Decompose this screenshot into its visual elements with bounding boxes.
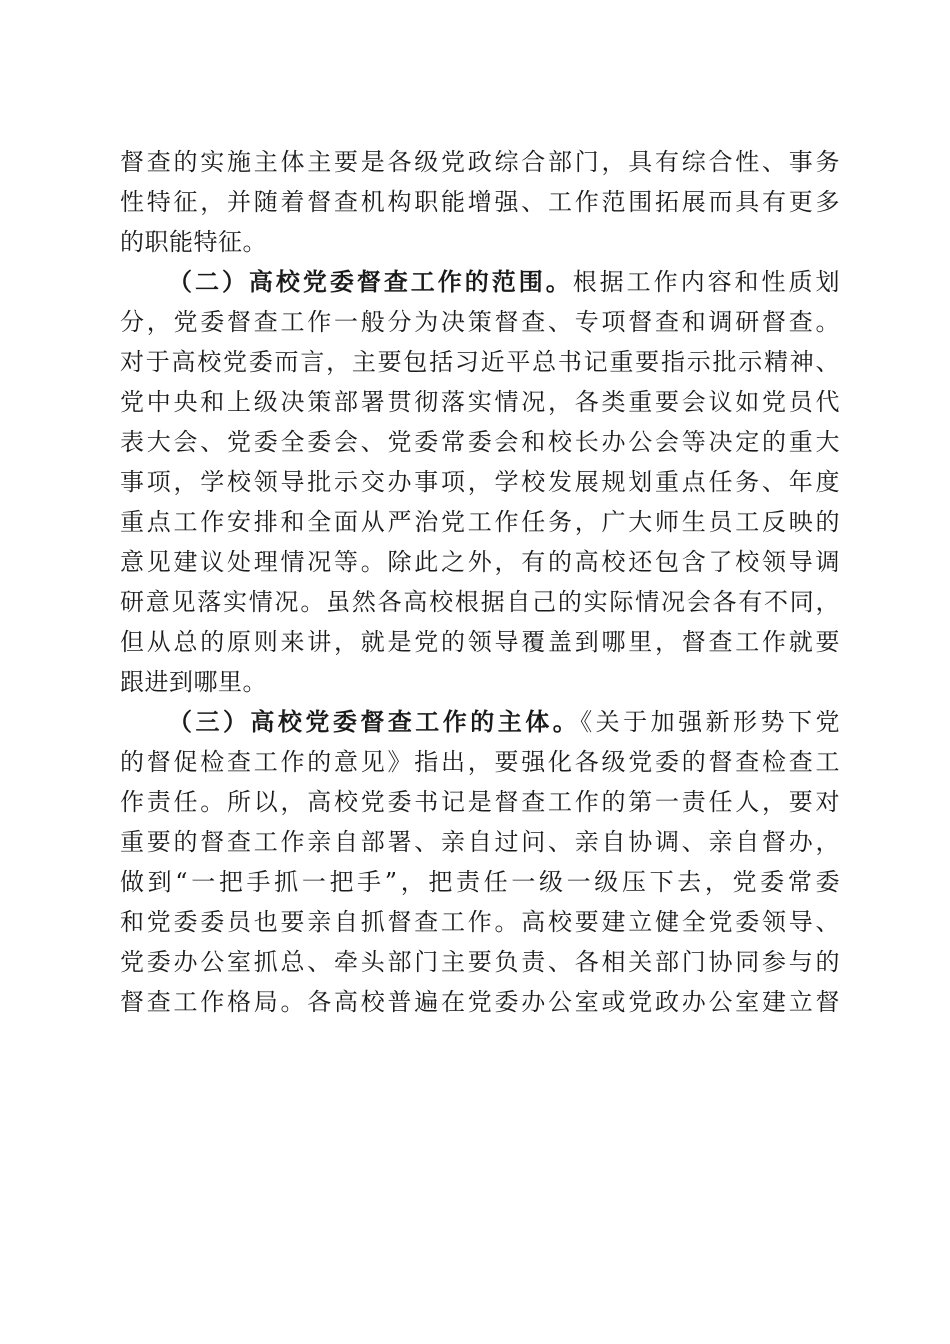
- paragraph-2-line-1: [120, 262, 840, 302]
- paragraph-2-line-7: 重点工作安排和全面从严治党工作任务，广大师生员工反映的: [120, 508, 840, 536]
- section-heading-scope: （二）高校党委督查工作的范围。: [168, 267, 573, 296]
- paragraph-1-line-1: 督查的实施主体主要是各级党政综合部门，具有综合性、事务: [120, 148, 840, 176]
- paragraph-2-line-6: 事项，学校领导批示交办事项，学校发展规划重点任务、年度: [120, 468, 840, 496]
- paragraph-2-line-5: 表大会、党委全委会、党委常委会和校长办公会等决定的重大: [120, 428, 840, 456]
- paragraph-2-line-8: 意见建议处理情况等。除此之外，有的高校还包含了校领导调: [120, 548, 840, 576]
- paragraph-1-line-3: 的职能特征。: [120, 228, 267, 256]
- paragraph-2-line-2: 分，党委督查工作一般分为决策督查、专项督查和调研督查。: [120, 308, 840, 336]
- paragraph-2-line-4: 党中央和上级决策部署贯彻落实情况，各类重要会议如党员代: [120, 388, 840, 416]
- section-heading-subject: （三）高校党委督查工作的主体。: [168, 707, 581, 736]
- body-text: [120, 142, 840, 1022]
- paragraph-2-line-9: 研意见落实情况。虽然各高校根据自己的实际情况会各有不同，: [120, 588, 840, 616]
- paragraph-3-line-8: 督查工作格局。各高校普遍在党委办公室或党政办公室建立督: [120, 988, 840, 1016]
- paragraph-3-line-5: 做到“一把手抓一把手”，把责任一级一级压下去，党委常委: [120, 868, 840, 896]
- paragraph-2-line-11: 跟进到哪里。: [120, 668, 267, 696]
- paragraph-3-line-1-text: 《关于加强新形势下党: [580, 708, 840, 736]
- paragraph-3-line-7: 党委办公室抓总、牵头部门主要负责、各相关部门协同参与的: [120, 948, 840, 976]
- paragraph-2-line-3: 对于高校党委而言，主要包括习近平总书记重要指示批示精神、: [120, 348, 840, 376]
- paragraph-2-line-1-text: 根据工作内容和性质划: [572, 268, 840, 296]
- paragraph-1-line-2: 性特征，并随着督查机构职能增强、工作范围拓展而具有更多: [120, 188, 840, 216]
- paragraph-3-line-3: 作责任。所以，高校党委书记是督查工作的第一责任人，要对: [120, 788, 840, 816]
- paragraph-3-line-1: [120, 702, 840, 742]
- paragraph-3-line-2: 的督促检查工作的意见》指出，要强化各级党委的督查检查工: [120, 748, 840, 776]
- paragraph-3-line-6: 和党委委员也要亲自抓督查工作。高校要建立健全党委领导、: [120, 908, 840, 936]
- paragraph-3-line-4: 重要的督查工作亲自部署、亲自过问、亲自协调、亲自督办，: [120, 828, 840, 856]
- paragraph-2-line-10: 但从总的原则来讲，就是党的领导覆盖到哪里，督查工作就要: [120, 628, 840, 656]
